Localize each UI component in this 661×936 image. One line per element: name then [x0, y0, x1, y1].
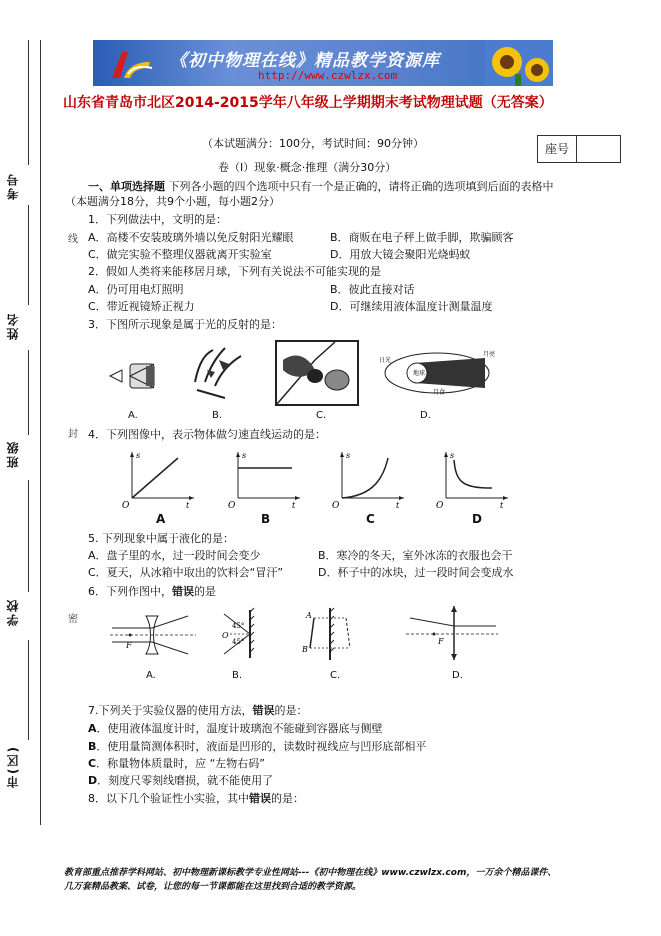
q7-stem-post: 的是：: [274, 704, 308, 717]
q6-label-a: A.: [146, 670, 156, 681]
school-label: 学校: [6, 598, 20, 626]
q6-label-c: C.: [330, 670, 341, 681]
district-label: 市(区): [6, 745, 20, 788]
seat-number-box: [537, 135, 621, 163]
q6-stem-post: 的是: [194, 585, 216, 598]
q4-c-s: s: [346, 451, 351, 460]
district-blank: [28, 640, 29, 740]
gutter-line-char: 线: [68, 234, 78, 245]
q8-stem-bold: 错误: [249, 792, 271, 805]
q4-b-o: O: [228, 501, 236, 510]
margin-line: [40, 40, 41, 825]
q6-b-o: O: [222, 631, 229, 640]
q7-option-d: [88, 774, 273, 788]
q4-label-d: D: [472, 512, 482, 526]
q4-label-b: B: [261, 512, 271, 526]
q6-d-f: F: [438, 637, 444, 646]
part1-instruction-text: 下列各小题的四个选项中只有一个是正确的，请将正确的选项填到后面的表格中: [168, 180, 554, 193]
q7-b-letter: B: [88, 740, 97, 753]
q6-c-a: A: [306, 611, 312, 620]
page-title: 山东省青岛市北区2014-2015学年八年级上学期期末考试物理试题（无答案）: [63, 95, 553, 111]
q4-d-o: O: [436, 501, 444, 510]
q7-b-text: ．使用量筒测体积时，液面是凹形的，读数时视线应与凹形底部相平: [96, 740, 427, 753]
q4-c-o: O: [332, 501, 340, 510]
q2-option-d: D．可继续用液体温度计测量温度: [330, 300, 493, 313]
q5-option-b: B．寒冷的冬天，室外冰冻的衣服也会干: [318, 549, 513, 562]
q6-label-d: D.: [452, 670, 463, 681]
footer-line-1: 教育部重点推荐学科网站、初中物理新课标教学专业性网站---《初中物理在线》www.czwlzx.com，一万余个精品课件、: [64, 868, 557, 878]
q2-option-a: A．仍可用电灯照明: [88, 283, 184, 296]
q7-stem-bold: 错误: [252, 704, 275, 717]
q6-stem-bold: 错误: [172, 585, 194, 598]
exam-number-blank: [28, 40, 29, 165]
seat-number-label: 座号: [538, 136, 577, 162]
q7-c-text: ．称量物体质量时，应 “左物右码”: [96, 757, 265, 770]
q4-b-t: t: [292, 501, 296, 510]
q5-stem: 5. 下列现象中属于液化的是：: [88, 532, 234, 545]
q2-option-b: B．彼此直接对话: [330, 283, 415, 296]
q6-fig-d-convex-lens-icon: [404, 604, 500, 662]
q2-option-c: C．带近视镜矫正视力: [88, 300, 195, 313]
q6-b-angle2: 45°: [232, 638, 245, 646]
q3-fig-c-reflection-icon: [275, 340, 359, 406]
q3-fig-b-shadow-hand-icon: [185, 342, 247, 404]
q6-fig-c-mirror-image-icon: [300, 606, 360, 662]
q3-label-b: B.: [212, 410, 223, 421]
q3-fig-d-moon-text: 月亮: [483, 351, 496, 358]
q4-stem: 4．下列图像中，表示物体做匀速直线运动的是：: [88, 428, 326, 441]
footer-line-2: 几万套精品教案、试卷，让您的每一节课都能在这里找到合适的教学资源。: [64, 882, 362, 892]
q7-d-letter: D: [88, 774, 98, 787]
q4-b-s: s: [242, 451, 247, 460]
q1-option-b: B．商贩在电子秤上做手脚，欺骗顾客: [330, 231, 514, 244]
exam-info: （本试题满分：100分，考试时间：90分钟）: [202, 137, 424, 150]
class-blank: [28, 350, 29, 435]
q3-stem: 3．下图所示现象是属于光的反射的是：: [88, 318, 282, 331]
q1-option-c: C．做完实验不整理仪器就离开实验室: [88, 248, 272, 261]
q6-a-f: F: [126, 641, 132, 650]
q7-stem: [88, 704, 308, 718]
q4-a-t: t: [186, 501, 190, 510]
q5-option-c: C．夏天，从冰箱中取出的饮料会“冒汗”: [88, 566, 284, 579]
q4-d-t: t: [500, 501, 504, 510]
q4-graph-c: [328, 448, 408, 510]
q3-label-d: D.: [420, 410, 431, 421]
q8-stem: [88, 792, 304, 806]
q6-c-b: B: [302, 645, 308, 654]
site-logo-icon: [108, 44, 154, 82]
q4-a-o: O: [122, 501, 130, 510]
q4-a-s: s: [136, 451, 141, 460]
q1-option-a: A．高楼不安装玻璃外墙以免反射阳光耀眼: [88, 231, 294, 244]
sunflower-icon: [485, 40, 553, 86]
q7-a-letter: A: [88, 722, 97, 735]
q6-fig-a-concave-lens-icon: [108, 610, 198, 660]
banner-title: 《初中物理在线》精品教学资源库: [170, 51, 440, 71]
q6-stem: [88, 585, 216, 599]
q6-label-b: B.: [232, 670, 243, 681]
q6-fig-b-mirror-icon: [220, 606, 270, 662]
name-blank: [28, 205, 29, 305]
q4-label-c: C: [366, 512, 375, 526]
q2-stem: 2．假如人类将来能移居月球，下列有关说法不可能实现的是: [88, 265, 381, 278]
q5-option-a: A．盘子里的水，过一段时间会变少: [88, 549, 261, 562]
q5-option-d: D．杯子中的冰块，过一段时间会变成水: [318, 566, 514, 579]
q3-label-c: C.: [316, 410, 327, 421]
part1-instruction: [88, 180, 554, 194]
q6-stem-pre: 6．下列作图中，: [88, 585, 172, 598]
q7-option-a: [88, 722, 383, 736]
section-header: 卷（Ⅰ）现象·概念·推理（满分30分）: [218, 161, 397, 174]
name-label: 姓名: [6, 312, 20, 340]
q7-option-c: [88, 757, 265, 771]
q4-d-s: s: [450, 451, 455, 460]
part1-heading: 一、单项选择题: [88, 180, 165, 193]
q7-stem-pre: 7.下列关于实验仪器的使用方法，: [88, 704, 253, 717]
gutter-secret-char: 密: [68, 614, 78, 625]
banner-url[interactable]: http://www.czwlzx.com: [258, 69, 398, 82]
q8-stem-post: 的是：: [271, 792, 304, 805]
q7-c-letter: C: [88, 757, 97, 770]
q3-fig-d-earth-text: 地球: [413, 370, 426, 377]
q3-fig-d-sun-text: 日光: [379, 357, 392, 364]
q4-c-t: t: [396, 501, 400, 510]
q4-graph-b: [224, 448, 304, 510]
q1-option-d: D．用放大镜会聚阳光烧蚂蚁: [330, 248, 471, 261]
q6-b-angle1: 45°: [232, 622, 245, 630]
q4-graph-a: [118, 448, 198, 510]
q7-d-text: ．刻度尺零刻线磨损，就不能使用了: [97, 774, 274, 787]
gutter-seal-char: 封: [68, 429, 78, 440]
q8-stem-pre: 8．以下几个验证性小实验，其中: [88, 792, 249, 805]
exam-number-label: 考号: [6, 172, 20, 200]
q7-a-text: ．使用液体温度计时，温度计玻璃泡不能碰到容器底与侧壁: [96, 722, 383, 735]
q3-fig-d-eclipse-icon: [375, 348, 500, 398]
q4-graph-d: [432, 448, 512, 510]
school-blank: [28, 480, 29, 592]
q7-option-b: [88, 740, 426, 754]
part1-score-note: （本题满分18分，共9个小题，每小题2分）: [65, 195, 280, 208]
q4-label-a: A: [156, 512, 166, 526]
q3-fig-d-label: 月食: [433, 389, 446, 396]
q3-label-a: A.: [128, 410, 138, 421]
q1-stem: 1．下列做法中，文明的是：: [88, 213, 227, 226]
q3-fig-a-pinhole-icon: [108, 348, 162, 398]
class-label: 班级: [6, 440, 20, 468]
